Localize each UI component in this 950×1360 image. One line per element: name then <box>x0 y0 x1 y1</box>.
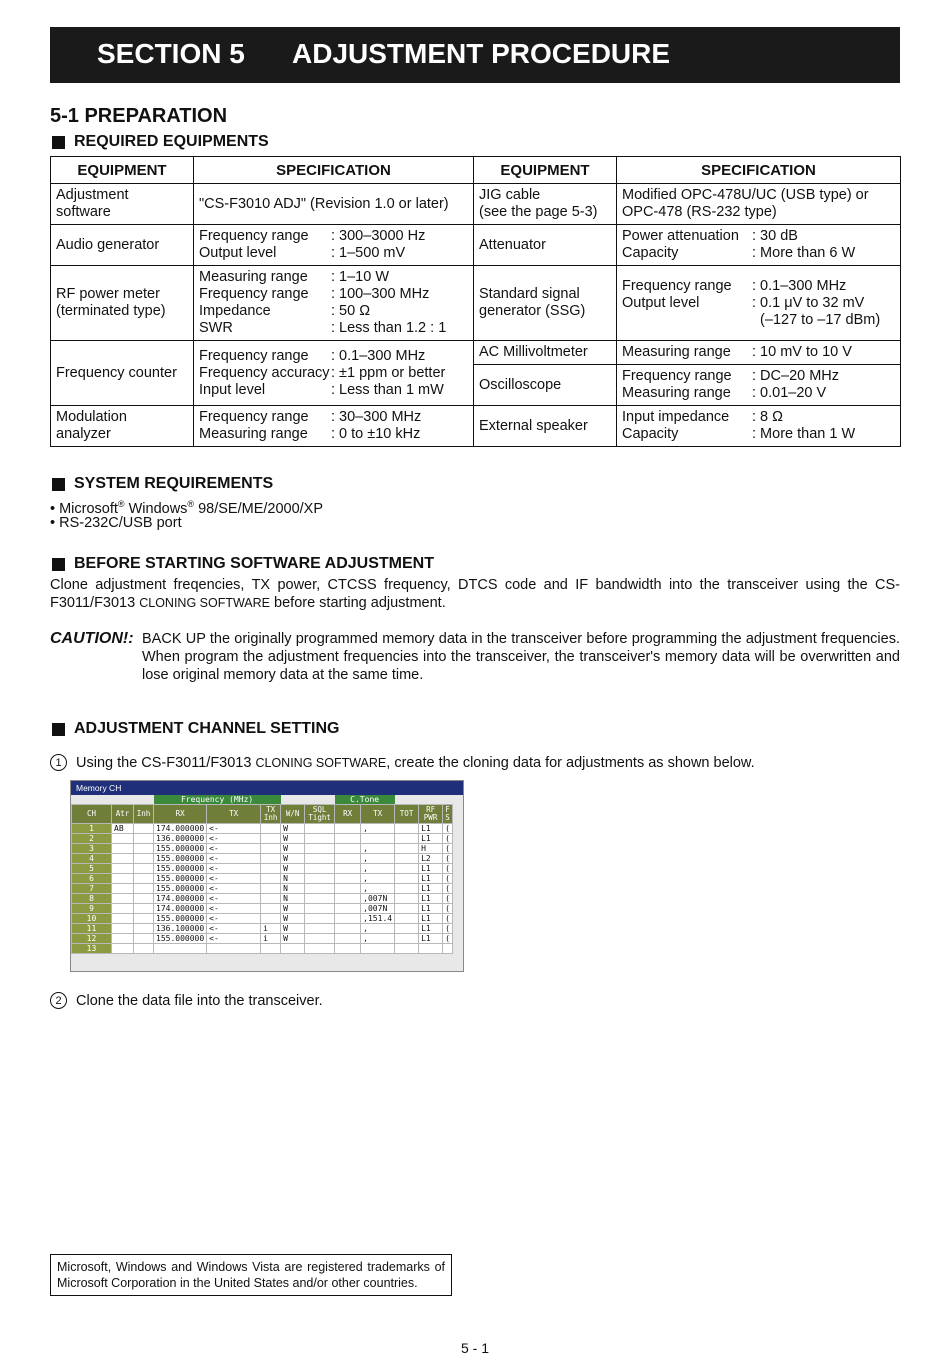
memory-cell: W <box>281 924 305 934</box>
equipment-name: Attenuator <box>474 225 617 266</box>
equipment-name: Adjustment software <box>51 184 194 225</box>
memory-row <box>72 864 453 874</box>
memory-cell: <- <box>207 894 261 904</box>
memory-rows <box>72 824 453 954</box>
memory-row <box>72 894 453 904</box>
memory-cell <box>112 934 134 944</box>
memory-ch-number: 7 <box>72 884 112 894</box>
memory-cell <box>419 944 443 954</box>
equipment-spec: "CS-F3010 ADJ" (Revision 1.0 or later) <box>194 184 474 225</box>
square-bullet-icon <box>52 136 65 149</box>
equipment-spec: Frequency range Measuring range : DC–20 MHz : 0.01–20 V <box>617 365 901 406</box>
memory-cell: AB <box>112 824 134 834</box>
equipment-spec: Input impedance Capacity : 8 Ω : More than 1 W <box>617 406 901 447</box>
square-bullet-icon <box>52 478 65 491</box>
memory-cell: i <box>261 924 281 934</box>
memory-cell: ( <box>443 844 453 854</box>
memory-cell <box>395 904 419 914</box>
memory-col-header: RX <box>335 805 361 824</box>
memory-cell <box>335 834 361 844</box>
section-banner <box>50 27 900 83</box>
memory-cell <box>112 904 134 914</box>
memory-cell <box>112 854 134 864</box>
memory-cell <box>395 884 419 894</box>
memory-cell <box>112 834 134 844</box>
memory-cell: ( <box>443 934 453 944</box>
memory-cell: <- <box>207 864 261 874</box>
memory-row <box>72 944 453 954</box>
memory-cell: 136.000000 <box>154 834 207 844</box>
col-specification-2: SPECIFICATION <box>617 157 901 184</box>
memory-cell: ( <box>443 874 453 884</box>
memory-cell: <- <box>207 914 261 924</box>
memory-cell <box>112 864 134 874</box>
memory-cell: <- <box>207 924 261 934</box>
memory-cell: 155.000000 <box>154 844 207 854</box>
memory-cell: W <box>281 864 305 874</box>
memory-cell <box>305 904 335 914</box>
memory-cell <box>395 824 419 834</box>
equipment-name: Audio generator <box>51 225 194 266</box>
memory-cell <box>154 944 207 954</box>
memory-header-row <box>72 805 453 824</box>
memory-cell: W <box>281 914 305 924</box>
memory-cell <box>305 934 335 944</box>
memory-col-header: CH <box>72 805 112 824</box>
step-2: 2 Clone the data file into the transceiver. <box>50 992 323 1009</box>
memory-cell <box>305 854 335 864</box>
memory-cell: , <box>361 884 395 894</box>
memory-cell <box>134 914 154 924</box>
memory-cell: N <box>281 884 305 894</box>
memory-cell: L1 <box>419 914 443 924</box>
memory-cell: 174.000000 <box>154 904 207 914</box>
memory-cell <box>395 864 419 874</box>
memory-cell: ( <box>443 914 453 924</box>
square-bullet-icon <box>52 558 65 571</box>
memory-row <box>72 914 453 924</box>
memory-cell: , <box>361 844 395 854</box>
group-frequency: Frequency (MHz) <box>154 795 281 805</box>
equipment-spec: Frequency range Measuring range : 30–300 MHz : 0 to ±10 kHz <box>194 406 474 447</box>
equipment-name: Oscilloscope <box>474 365 617 406</box>
memory-ch-number: 8 <box>72 894 112 904</box>
memory-cell: L1 <box>419 924 443 934</box>
memory-cell: ( <box>443 824 453 834</box>
memory-ch-number: 9 <box>72 904 112 914</box>
memory-cell: L1 <box>419 834 443 844</box>
memory-cell <box>134 934 154 944</box>
memory-cell: <- <box>207 884 261 894</box>
memory-cell: <- <box>207 904 261 914</box>
memory-ch-number: 1 <box>72 824 112 834</box>
memory-cell <box>335 924 361 934</box>
memory-cell: 155.000000 <box>154 884 207 894</box>
memory-cell <box>335 934 361 944</box>
caution-text: BACK UP the originally programmed memory data in the transceiver before programming the adjustment frequencies. When program the adjustment frequencies into the transceiver, the transceiver's memory data will be overwritten and lose original memory data at the same time. <box>142 631 900 683</box>
equipment-spec: Power attenuation Capacity : 30 dB : More than 6 W <box>617 225 901 266</box>
memory-cell <box>281 944 305 954</box>
memory-channel-table <box>71 795 453 954</box>
memory-cell: L1 <box>419 884 443 894</box>
memory-cell: ( <box>443 894 453 904</box>
memory-cell <box>207 944 261 954</box>
memory-row <box>72 834 453 844</box>
memory-cell <box>335 864 361 874</box>
memory-col-header: W/N <box>281 805 305 824</box>
group-ctone: C.Tone <box>335 795 395 805</box>
col-equipment-2: EQUIPMENT <box>474 157 617 184</box>
memory-cell: L1 <box>419 894 443 904</box>
memory-cell: , <box>361 924 395 934</box>
memory-cell <box>261 904 281 914</box>
memory-col-header: TX <box>207 805 261 824</box>
memory-cell: 155.000000 <box>154 874 207 884</box>
memory-cell <box>395 894 419 904</box>
memory-cell <box>134 844 154 854</box>
memory-cell <box>134 944 154 954</box>
memory-cell <box>395 834 419 844</box>
memory-cell: 136.100000 <box>154 924 207 934</box>
memory-cell <box>305 894 335 904</box>
memory-cell: N <box>281 894 305 904</box>
memory-cell <box>395 854 419 864</box>
memory-cell: 174.000000 <box>154 824 207 834</box>
memory-ch-number: 10 <box>72 914 112 924</box>
memory-cell: W <box>281 844 305 854</box>
memory-cell: 155.000000 <box>154 854 207 864</box>
memory-ch-number: 3 <box>72 844 112 854</box>
memory-cell <box>395 874 419 884</box>
memory-ch-number: 6 <box>72 874 112 884</box>
memory-cell <box>112 874 134 884</box>
memory-col-header: TX Inh <box>261 805 281 824</box>
before-starting-text: Clone adjustment freqencies, TX power, CTCSS frequency, DTCS code and IF bandwidth into the transceiver using the CS-F3011/F3013 CLONING SOFTWARE before starting adjustment. <box>50 577 900 611</box>
memory-cell <box>395 944 419 954</box>
memory-cell <box>305 924 335 934</box>
memory-cell: ( <box>443 854 453 864</box>
square-bullet-icon <box>52 723 65 736</box>
equipment-name: AC Millivoltmeter <box>474 341 617 365</box>
preparation-heading: 5-1 PREPARATION <box>50 105 228 127</box>
memory-cell <box>112 844 134 854</box>
memory-cell: , <box>361 864 395 874</box>
memory-cell <box>335 844 361 854</box>
memory-cell: 155.000000 <box>154 864 207 874</box>
memory-cell <box>261 844 281 854</box>
memory-cell: 155.000000 <box>154 914 207 924</box>
memory-channel-screenshot <box>70 780 464 972</box>
memory-cell: W <box>281 904 305 914</box>
section-number: SECTION 5 <box>97 38 245 69</box>
memory-cell: ,151.4 <box>361 914 395 924</box>
memory-cell <box>261 824 281 834</box>
equipment-name: Modulation analyzer <box>51 406 194 447</box>
memory-cell <box>134 874 154 884</box>
memory-col-header: Inh <box>134 805 154 824</box>
memory-cell: <- <box>207 874 261 884</box>
equipment-spec: Frequency range Output level : 0.1–300 MHz : 0.1 μV to 32 mV (–127 to –17 dBm) <box>617 266 901 341</box>
memory-group-row <box>72 795 453 805</box>
caution-block <box>50 630 900 684</box>
equipment-name: Standard signal generator (SSG) <box>474 266 617 341</box>
memory-cell <box>395 934 419 944</box>
memory-cell <box>261 894 281 904</box>
caution-label: CAUTION!: <box>50 630 134 647</box>
equipment-name: JIG cable (see the page 5-3) <box>474 184 617 225</box>
memory-cell: , <box>361 854 395 864</box>
memory-cell <box>112 924 134 934</box>
equipment-spec: Frequency range Frequency accuracy Input level : 0.1–300 MHz : ±1 ppm or better : Less than 1 mW <box>194 341 474 406</box>
memory-cell <box>134 854 154 864</box>
memory-cell <box>134 904 154 914</box>
memory-cell: L1 <box>419 904 443 914</box>
memory-cell <box>443 944 453 954</box>
memory-cell <box>112 894 134 904</box>
memory-cell <box>335 894 361 904</box>
memory-ch-number: 13 <box>72 944 112 954</box>
memory-col-header: SQL Tight <box>305 805 335 824</box>
memory-cell: i <box>261 934 281 944</box>
memory-ch-number: 11 <box>72 924 112 934</box>
memory-cell: <- <box>207 844 261 854</box>
memory-cell: , <box>361 934 395 944</box>
memory-cell <box>361 944 395 954</box>
memory-cell: L1 <box>419 824 443 834</box>
memory-ch-number: 12 <box>72 934 112 944</box>
memory-cell <box>261 914 281 924</box>
memory-cell <box>261 884 281 894</box>
circled-number-1: 1 <box>50 754 67 771</box>
memory-cell: <- <box>207 824 261 834</box>
memory-cell <box>261 854 281 864</box>
memory-cell: ( <box>443 904 453 914</box>
memory-row <box>72 824 453 834</box>
memory-cell: ,007N <box>361 894 395 904</box>
memory-cell: <- <box>207 834 261 844</box>
memory-cell <box>112 914 134 924</box>
memory-row <box>72 904 453 914</box>
memory-cell: ( <box>443 884 453 894</box>
memory-cell: 174.000000 <box>154 894 207 904</box>
memory-cell <box>335 854 361 864</box>
memory-row <box>72 874 453 884</box>
circled-number-2: 2 <box>50 992 67 1009</box>
memory-col-header: TOT <box>395 805 419 824</box>
memory-cell: L1 <box>419 874 443 884</box>
memory-cell: ( <box>443 864 453 874</box>
section-title: ADJUSTMENT PROCEDURE <box>292 38 671 69</box>
equipment-spec: Frequency range Output level : 300–3000 Hz : 1–500 mV <box>194 225 474 266</box>
memory-col-header: RF PWR <box>419 805 443 824</box>
memory-cell: L1 <box>419 864 443 874</box>
memory-cell <box>335 884 361 894</box>
memory-cell: W <box>281 934 305 944</box>
memory-cell <box>335 874 361 884</box>
step-1: 1 Using the CS-F3011/F3013 CLONING SOFTWARE, create the cloning data for adjustments as shown below. <box>50 754 755 771</box>
memory-cell <box>305 874 335 884</box>
memory-cell: ,007N <box>361 904 395 914</box>
memory-cell <box>335 944 361 954</box>
page-number: 5 - 1 <box>460 1340 489 1356</box>
memory-cell <box>261 944 281 954</box>
memory-row <box>72 934 453 944</box>
system-requirement-os: • Microsoft® Windows® 98/SE/ME/2000/XP <box>50 499 324 517</box>
memory-cell <box>305 844 335 854</box>
memory-ch-number: 5 <box>72 864 112 874</box>
memory-window-title: Memory CH <box>71 781 463 795</box>
memory-row <box>72 924 453 934</box>
memory-cell: <- <box>207 934 261 944</box>
memory-row <box>72 844 453 854</box>
memory-cell <box>112 884 134 894</box>
trademark-note: Microsoft, Windows and Windows Vista are registered trademarks of Microsoft Corporation in the United States and/or other countries. <box>50 1254 452 1296</box>
memory-cell: W <box>281 824 305 834</box>
memory-cell: W <box>281 834 305 844</box>
memory-cell: H <box>419 844 443 854</box>
memory-cell: L1 <box>419 934 443 944</box>
memory-cell <box>261 834 281 844</box>
memory-cell: ( <box>443 834 453 844</box>
before-starting-heading: BEFORE STARTING SOFTWARE ADJUSTMENT <box>52 555 434 573</box>
memory-cell <box>395 844 419 854</box>
memory-cell: , <box>361 824 395 834</box>
memory-col-header: F S <box>443 805 453 824</box>
memory-row <box>72 884 453 894</box>
col-specification-1: SPECIFICATION <box>194 157 474 184</box>
system-requirements-heading: SYSTEM REQUIREMENTS <box>52 475 273 493</box>
memory-cell <box>134 884 154 894</box>
memory-cell: , <box>361 874 395 884</box>
memory-cell <box>395 914 419 924</box>
memory-cell: <- <box>207 854 261 864</box>
memory-col-header: RX <box>154 805 207 824</box>
memory-cell <box>361 834 395 844</box>
equipment-spec: Measuring range Frequency range Impedance SWR : 1–10 W : 100–300 MHz : 50 Ω : Less than 1.2 : 1 <box>194 266 474 341</box>
memory-cell: W <box>281 854 305 864</box>
equipment-table <box>50 156 901 447</box>
equipment-name: RF power meter (terminated type) <box>51 266 194 341</box>
memory-col-header: TX <box>361 805 395 824</box>
memory-cell <box>134 894 154 904</box>
equipment-name: Frequency counter <box>51 341 194 406</box>
memory-cell: ( <box>443 924 453 934</box>
memory-cell <box>305 884 335 894</box>
memory-cell <box>261 864 281 874</box>
memory-cell <box>261 874 281 884</box>
memory-cell: N <box>281 874 305 884</box>
memory-cell <box>305 944 335 954</box>
memory-cell <box>305 824 335 834</box>
memory-cell <box>305 914 335 924</box>
memory-cell: L2 <box>419 854 443 864</box>
required-equipments-heading: REQUIRED EQUIPMENTS <box>52 133 269 151</box>
memory-cell <box>305 834 335 844</box>
memory-ch-number: 4 <box>72 854 112 864</box>
adjustment-channel-heading: ADJUSTMENT CHANNEL SETTING <box>52 720 340 738</box>
memory-cell <box>134 834 154 844</box>
memory-col-header: Atr <box>112 805 134 824</box>
memory-cell: 155.000000 <box>154 934 207 944</box>
memory-cell <box>335 904 361 914</box>
memory-cell <box>134 824 154 834</box>
memory-ch-number: 2 <box>72 834 112 844</box>
memory-cell <box>134 924 154 934</box>
memory-cell <box>305 864 335 874</box>
memory-cell <box>335 914 361 924</box>
col-equipment-1: EQUIPMENT <box>51 157 194 184</box>
equipment-name: External speaker <box>474 406 617 447</box>
equipment-spec: Modified OPC-478U/UC (USB type) or OPC-478 (RS-232 type) <box>617 184 901 225</box>
system-requirement-port: • RS-232C/USB port <box>50 515 182 531</box>
memory-cell <box>335 824 361 834</box>
memory-cell <box>395 924 419 934</box>
memory-cell <box>134 864 154 874</box>
memory-cell <box>112 944 134 954</box>
equipment-spec: Measuring range : 10 mV to 10 V <box>617 341 901 365</box>
memory-row <box>72 854 453 864</box>
